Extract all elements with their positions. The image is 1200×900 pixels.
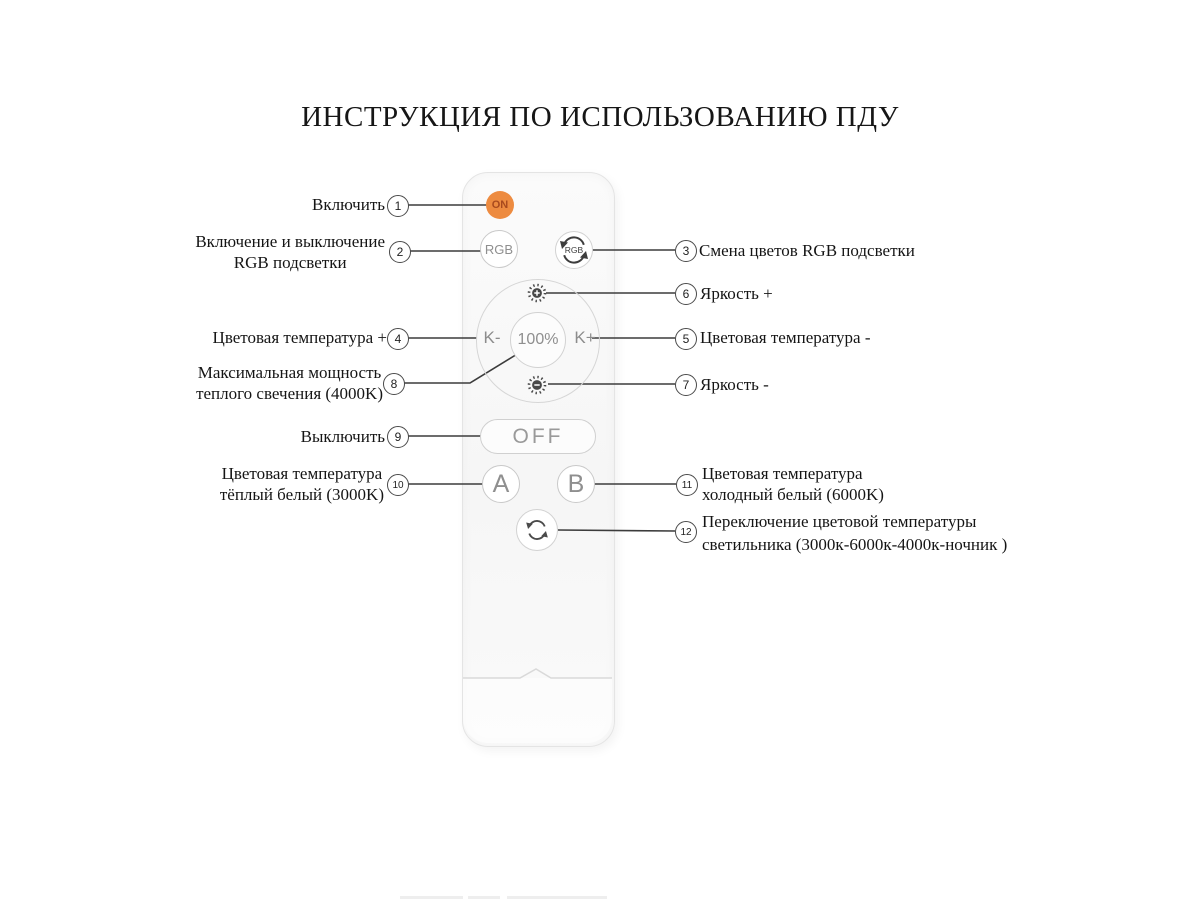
callout-circle-5: 5 [675, 328, 697, 350]
cold-white-b-button: B [557, 465, 595, 503]
callout-circle-7: 7 [675, 374, 697, 396]
svg-text:RGB: RGB [564, 245, 584, 255]
page-title: ИНСТРУКЦИЯ ПО ИСПОЛЬЗОВАНИЮ ПДУ [301, 101, 899, 133]
rgb-color-cycle-button [555, 231, 593, 269]
callout-circle-1: 1 [387, 195, 409, 217]
callout-circle-9: 9 [387, 426, 409, 448]
rgb-toggle-button: RGB [480, 230, 518, 268]
label-max-power: Максимальная мощность теплого свечения (4000K) [196, 363, 383, 403]
label-rgb-toggle: Включение и выключение RGB подсветки [195, 232, 385, 272]
label-rgb-color-change: Смена цветов RGB подсветки [699, 241, 915, 260]
label-brightness-plus: Яркость + [700, 284, 773, 303]
k-minus-button: K- [483, 328, 501, 347]
k-plus-button: K+ [574, 328, 596, 347]
label-temp-cycle: Переключение цветовой температуры светильника (3000к-6000к-4000к-ночник ) [702, 512, 1008, 554]
callout-circle-12: 12 [675, 521, 697, 543]
callout-circle-6: 6 [675, 283, 697, 305]
callout-circle-4: 4 [387, 328, 409, 350]
sun-minus-icon [527, 375, 547, 395]
label-power-on: Включить [312, 195, 385, 214]
callout-line-12 [558, 530, 675, 531]
label-color-temp-plus: Цветовая температура + [212, 328, 387, 347]
label-power-off: Выключить [300, 427, 385, 446]
label-warm-white: Цветовая температура тёплый белый (3000K) [219, 464, 384, 504]
label-brightness-minus: Яркость - [700, 375, 769, 394]
label-cold-white: Цветовая температура холодный белый (6000K) [702, 464, 884, 504]
temperature-cycle-button [516, 509, 558, 551]
refresh-cycle-icon [521, 514, 553, 546]
rgb-cycle-icon [557, 233, 591, 267]
callout-circle-2: 2 [389, 241, 411, 263]
power-off-button: OFF [480, 419, 596, 454]
callout-circle-3: 3 [675, 240, 697, 262]
warm-white-a-button: A [482, 465, 520, 503]
callout-circle-10: 10 [387, 474, 409, 496]
sun-plus-icon [527, 283, 547, 303]
label-color-temp-minus: Цветовая температура - [700, 328, 871, 347]
power-on-button: ON [486, 191, 514, 219]
callout-circle-11: 11 [676, 474, 698, 496]
max-power-button: 100% [510, 312, 566, 368]
callout-circle-8: 8 [383, 373, 405, 395]
